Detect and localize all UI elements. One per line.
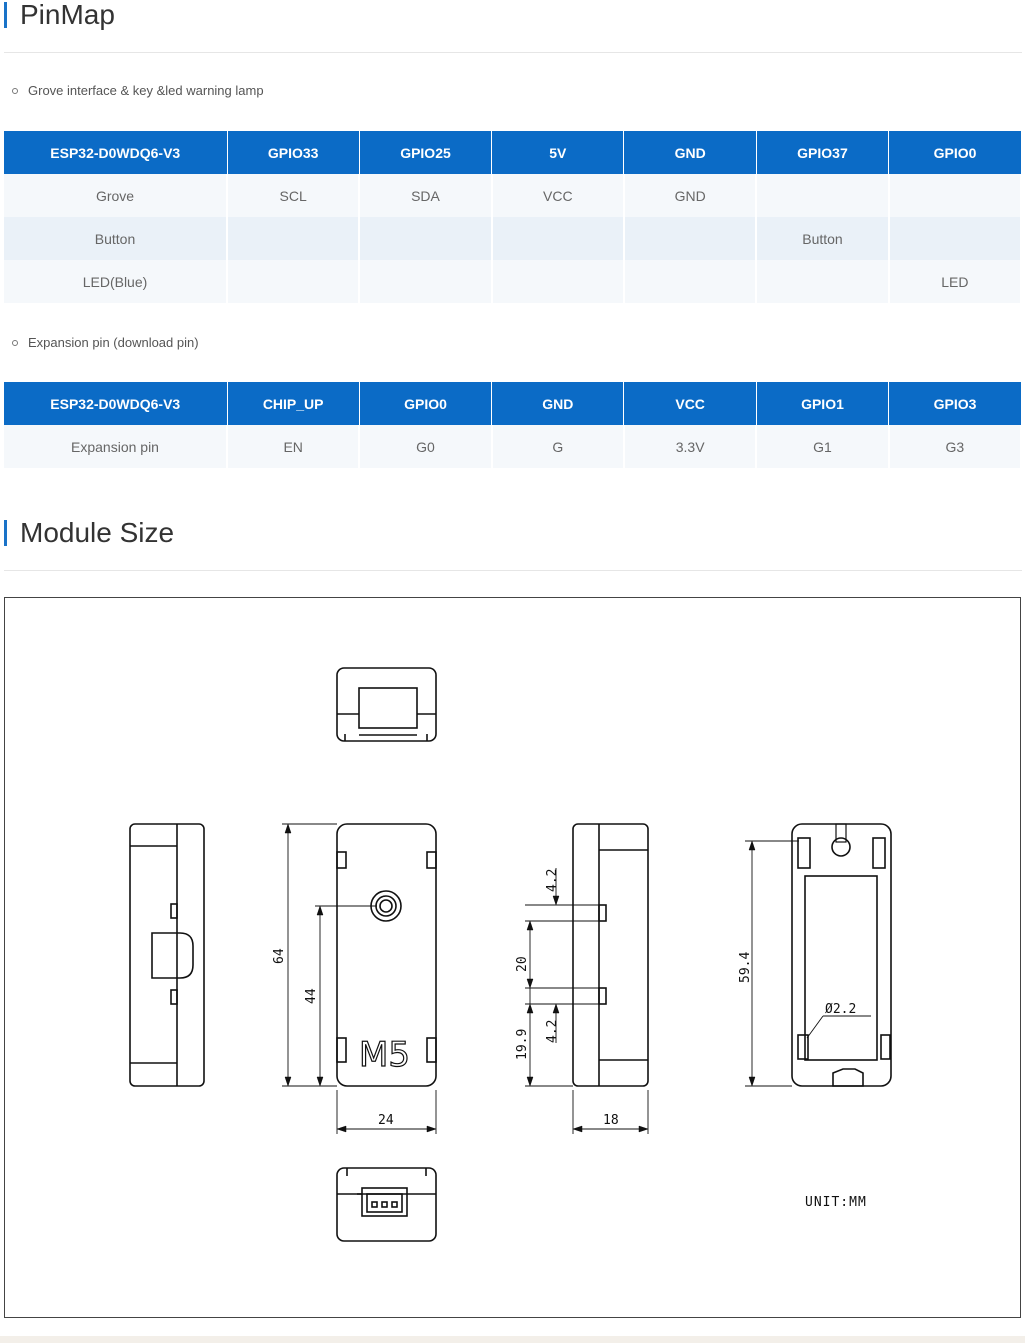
module-size-divider <box>4 570 1022 571</box>
table-cell <box>624 260 756 303</box>
grove-caption <box>12 83 264 98</box>
table-cell: VCC <box>492 174 624 217</box>
back-view <box>738 824 891 1086</box>
top-end-view <box>337 668 436 741</box>
dimension-label: 44 <box>304 988 319 1004</box>
table-cell: LED <box>889 260 1021 303</box>
dimension-label: 20 <box>515 956 530 972</box>
table-cell <box>227 217 359 260</box>
table-cell: G1 <box>756 425 888 468</box>
table-cell: Expansion pin <box>4 425 227 468</box>
header-cell: GPIO0 <box>359 382 491 425</box>
pinmap-heading <box>4 0 115 33</box>
grove-caption-text: Grove interface & key &led warning lamp <box>28 83 264 98</box>
table-cell: G <box>492 425 624 468</box>
dimension-label: 19.9 <box>515 1028 530 1060</box>
header-cell: VCC <box>624 382 756 425</box>
table-cell: Grove <box>4 174 227 217</box>
page-bottom-edge <box>0 1336 1025 1343</box>
hole-diameter-label: Ø2.2 <box>825 1002 857 1017</box>
table-cell <box>889 217 1021 260</box>
table-cell <box>359 217 491 260</box>
table-cell <box>756 174 888 217</box>
table-cell <box>227 260 359 303</box>
table-cell: G0 <box>359 425 491 468</box>
table-row <box>4 425 1021 468</box>
table-cell <box>889 174 1021 217</box>
header-cell: ESP32-D0WDQ6-V3 <box>4 382 227 425</box>
header-cell: GPIO0 <box>889 131 1021 174</box>
header-cell: GPIO25 <box>359 131 491 174</box>
pinmap-table-expansion <box>4 382 1022 468</box>
table-cell <box>492 260 624 303</box>
header-cell: GND <box>492 382 624 425</box>
pinmap-divider <box>4 52 1022 53</box>
table-cell: 3.3V <box>624 425 756 468</box>
header-cell: CHIP_UP <box>227 382 359 425</box>
expansion-caption <box>12 335 199 350</box>
table-cell: SDA <box>359 174 491 217</box>
table-header-row <box>4 382 1021 425</box>
header-cell: ESP32-D0WDQ6-V3 <box>4 131 227 174</box>
bullet-icon <box>12 88 18 94</box>
table-row <box>4 174 1021 217</box>
table-cell: EN <box>227 425 359 468</box>
expansion-caption-text: Expansion pin (download pin) <box>28 335 199 350</box>
table-row <box>4 217 1021 260</box>
pinmap-title: PinMap <box>20 0 115 30</box>
table-cell: Button <box>756 217 888 260</box>
bullet-icon <box>12 340 18 346</box>
dimension-label: 4.2 <box>545 1019 560 1043</box>
m5-logo: M5 <box>359 1035 410 1075</box>
pinmap-table-grove <box>4 131 1022 303</box>
header-cell: GPIO1 <box>756 382 888 425</box>
right-side-view <box>515 824 648 1134</box>
table-cell: SCL <box>227 174 359 217</box>
header-cell: GND <box>624 131 756 174</box>
dimension-label: 18 <box>603 1113 619 1128</box>
header-cell: GPIO3 <box>889 382 1021 425</box>
table-cell <box>492 217 624 260</box>
heading-accent-bar <box>4 2 7 28</box>
front-view <box>272 824 436 1134</box>
heading-accent-bar <box>4 520 7 546</box>
unit-label: UNIT:MM <box>805 1195 867 1210</box>
bottom-end-view <box>337 1168 436 1241</box>
dimension-drawing <box>4 597 1021 1318</box>
dimension-label: 4.2 <box>545 868 560 892</box>
dimension-label: 24 <box>378 1113 394 1128</box>
table-cell <box>359 260 491 303</box>
module-size-title: Module Size <box>20 517 175 548</box>
table-cell: Button <box>4 217 227 260</box>
table-cell <box>624 217 756 260</box>
table-row <box>4 260 1021 303</box>
table-cell <box>756 260 888 303</box>
module-size-heading <box>4 515 174 551</box>
table-cell: LED(Blue) <box>4 260 227 303</box>
header-cell: GPIO33 <box>227 131 359 174</box>
dimension-label: 59.4 <box>738 951 753 983</box>
table-cell: G3 <box>889 425 1021 468</box>
table-cell: GND <box>624 174 756 217</box>
left-side-view <box>130 824 204 1086</box>
header-cell: 5V <box>492 131 624 174</box>
dimension-label: 64 <box>272 948 287 964</box>
header-cell: GPIO37 <box>756 131 888 174</box>
table-header-row <box>4 131 1021 174</box>
